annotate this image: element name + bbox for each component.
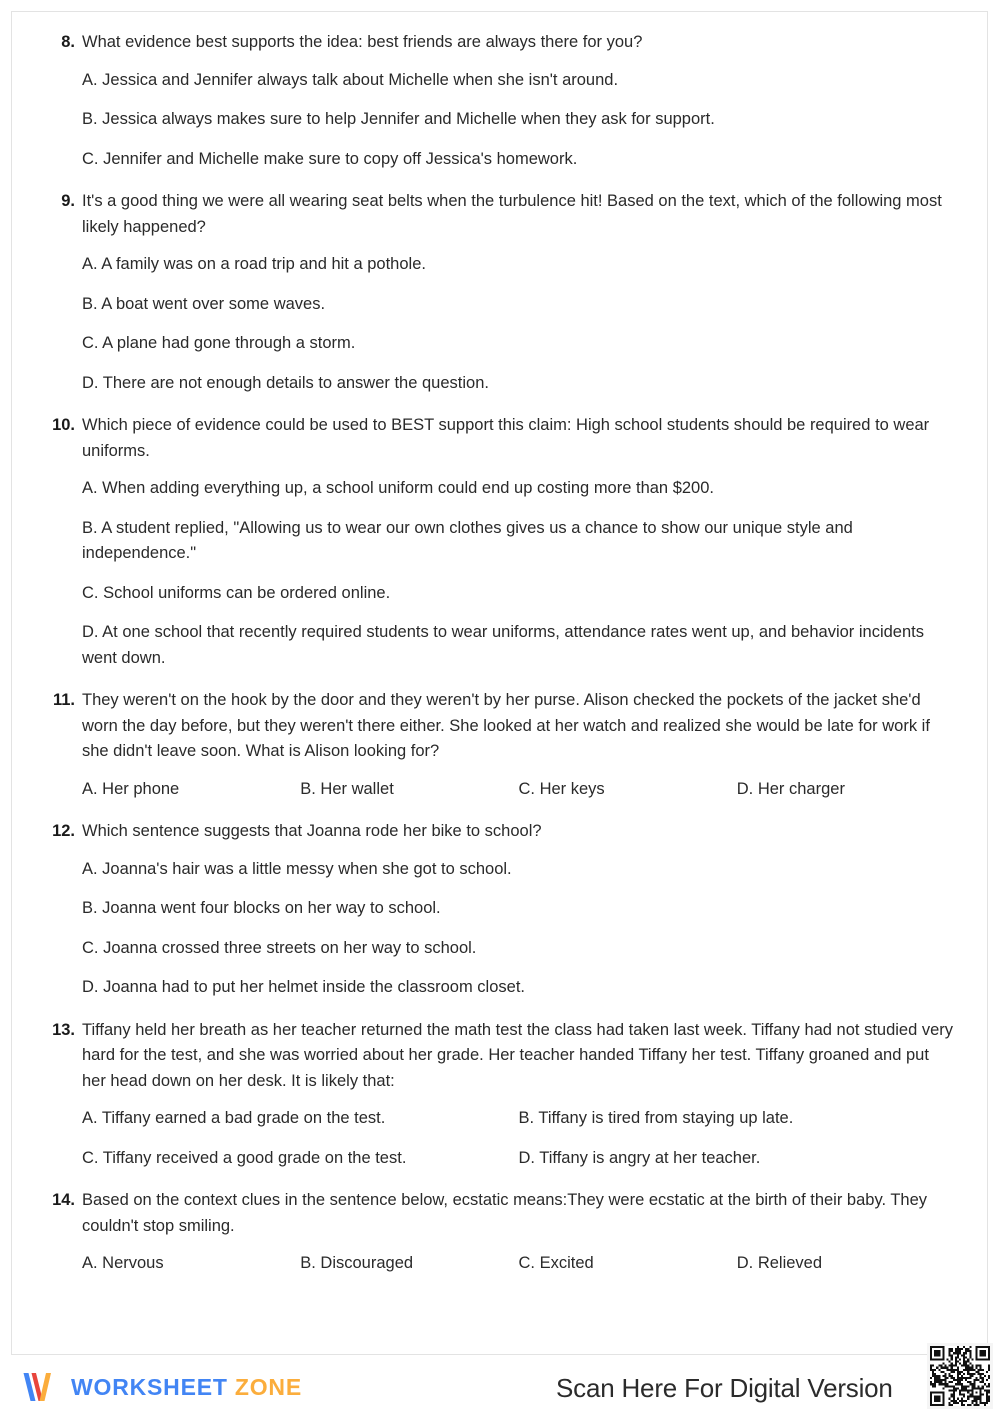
answer-option[interactable]: C. Tiffany received a good grade on the test. bbox=[82, 1148, 407, 1167]
question-text: Based on the context clues in the sentence below, ecstatic means:They were ecstatic at the birth of their baby. They couldn't stop smiling. bbox=[82, 1191, 928, 1235]
answer-option[interactable]: A. Tiffany earned a bad grade on the test. bbox=[82, 1109, 386, 1127]
answer-row bbox=[82, 371, 955, 397]
worksheet-zone-mark-icon bbox=[22, 1370, 60, 1404]
answer-option[interactable]: A. Joanna's hair was a little messy when she got to school. bbox=[82, 859, 512, 878]
answer-option[interactable]: A. Her phone bbox=[82, 779, 180, 798]
worksheet-page bbox=[11, 11, 988, 1355]
answer-row bbox=[82, 1251, 955, 1277]
answer-row bbox=[82, 68, 955, 94]
answer-option[interactable]: A. A family was on a road trip and hit a pothole. bbox=[82, 255, 426, 273]
question-number: 11. bbox=[52, 691, 75, 709]
question-text: They weren't on the hook by the door and they weren't by her purse. Alison checked the pockets of the jacket she'd worn the day before, but they weren't there either. She looked at her watch and realized she would be late for work if she didn't leave soon. What is Alison looking for? bbox=[82, 691, 930, 760]
question-item bbox=[45, 1018, 955, 1172]
question-item bbox=[45, 819, 955, 1001]
answer-option[interactable]: B. A student replied, "Allowing us to wear our own clothes gives us a chance to show our unique style and independence." bbox=[82, 518, 853, 562]
answer-option[interactable]: A. Jessica and Jennifer always talk about Michelle when she isn't around. bbox=[82, 70, 619, 89]
question-number: 13. bbox=[52, 1020, 75, 1039]
question-item bbox=[45, 688, 955, 802]
question-text: Tiffany held her breath as her teacher returned the math test the class had taken last week. Tiffany had not studied very hard for the test, and she was worried about her grade. Her teacher handed Tiffany her test. Tiffany groaned and put her head down on her desk. It is likely that: bbox=[82, 1020, 954, 1090]
question-number: 12. bbox=[52, 822, 75, 840]
question-header bbox=[45, 1188, 955, 1239]
answer-row bbox=[82, 1106, 955, 1132]
question-number: 10. bbox=[52, 416, 75, 434]
answer-option[interactable]: B. Tiffany is tired from staying up late. bbox=[518, 1109, 794, 1127]
question-header bbox=[45, 819, 955, 845]
worksheet-zone-logo bbox=[22, 1366, 302, 1408]
scan-here-label: Scan Here For Digital Version bbox=[556, 1373, 893, 1403]
brand-wordmark bbox=[71, 1374, 302, 1401]
answer-options bbox=[82, 68, 955, 173]
question-text: Which sentence suggests that Joanna rode her bike to school? bbox=[82, 822, 542, 840]
answer-option[interactable]: D. Relieved bbox=[736, 1254, 823, 1272]
answer-row bbox=[82, 252, 955, 278]
question-header bbox=[45, 413, 955, 464]
question-header bbox=[45, 30, 955, 56]
answer-options bbox=[82, 476, 955, 671]
qr-code-image bbox=[930, 1346, 990, 1406]
questions-container bbox=[45, 30, 955, 1294]
question-number: 8. bbox=[61, 33, 75, 51]
answer-options bbox=[82, 857, 955, 1001]
answer-option[interactable]: D. At one school that recently required students to wear uniforms, attendance rates went up, and behavior incidents went down. bbox=[82, 623, 924, 667]
answer-row bbox=[82, 147, 955, 173]
answer-options bbox=[82, 252, 955, 396]
answer-row bbox=[82, 331, 955, 357]
answer-option[interactable]: A. When adding everything up, a school uniform could end up costing more than $200. bbox=[82, 479, 714, 497]
question-item bbox=[45, 189, 955, 396]
question-item bbox=[45, 1188, 955, 1277]
answer-option[interactable]: D. Joanna had to put her helmet inside the classroom closet. bbox=[82, 978, 525, 996]
answer-option[interactable]: C. Her keys bbox=[518, 779, 605, 798]
answer-row bbox=[82, 620, 955, 671]
brand-word-worksheet: WORKSHEET bbox=[71, 1373, 235, 1400]
answer-row bbox=[82, 896, 955, 922]
answer-option[interactable]: D. There are not enough details to answer the question. bbox=[82, 373, 489, 392]
answer-row bbox=[82, 107, 955, 133]
answer-options bbox=[82, 1106, 955, 1171]
answer-row bbox=[82, 777, 955, 803]
question-item bbox=[45, 30, 955, 172]
answer-row bbox=[82, 1146, 955, 1172]
answer-option[interactable]: D. Her charger bbox=[736, 779, 845, 798]
question-header bbox=[45, 1018, 955, 1095]
answer-option[interactable]: C. School uniforms can be ordered online. bbox=[82, 583, 391, 602]
question-item bbox=[45, 413, 955, 671]
answer-row bbox=[82, 581, 955, 607]
question-text: Which piece of evidence could be used to BEST support this claim: High school students should be required to wear uniforms. bbox=[82, 416, 930, 460]
qr-code[interactable] bbox=[927, 1343, 993, 1409]
answer-options bbox=[82, 1251, 955, 1277]
question-text: It's a good thing we were all wearing seat belts when the turbulence hit! Based on the text, which of the following most likely happened? bbox=[82, 192, 942, 236]
answer-row bbox=[82, 975, 955, 1001]
answer-option[interactable]: C. Jennifer and Michelle make sure to copy off Jessica's homework. bbox=[82, 149, 578, 168]
answer-option[interactable]: C. Excited bbox=[518, 1254, 594, 1272]
question-number: 9. bbox=[61, 192, 75, 210]
answer-row bbox=[82, 936, 955, 962]
answer-option[interactable]: A. Nervous bbox=[82, 1254, 164, 1272]
answer-options bbox=[82, 777, 955, 803]
answer-option[interactable]: B. Discouraged bbox=[300, 1254, 414, 1272]
answer-option[interactable]: B. Jessica always makes sure to help Jennifer and Michelle when they ask for support. bbox=[82, 110, 715, 128]
brand-word-zone: ZONE bbox=[234, 1373, 302, 1400]
answer-option[interactable]: B. A boat went over some waves. bbox=[82, 294, 326, 313]
answer-row bbox=[82, 857, 955, 883]
question-number: 14. bbox=[52, 1191, 75, 1209]
answer-row bbox=[82, 476, 955, 502]
answer-option[interactable]: B. Joanna went four blocks on her way to school. bbox=[82, 899, 441, 917]
page-footer bbox=[0, 1362, 1000, 1414]
answer-option[interactable]: C. Joanna crossed three streets on her way to school. bbox=[82, 938, 477, 957]
answer-row bbox=[82, 292, 955, 318]
answer-option[interactable]: D. Tiffany is angry at her teacher. bbox=[518, 1148, 761, 1167]
answer-option[interactable]: B. Her wallet bbox=[300, 779, 394, 798]
question-header bbox=[45, 688, 955, 765]
question-text: What evidence best supports the idea: best friends are always there for you? bbox=[82, 33, 643, 51]
question-header bbox=[45, 189, 955, 240]
answer-option[interactable]: C. A plane had gone through a storm. bbox=[82, 334, 356, 352]
answer-row bbox=[82, 516, 955, 567]
